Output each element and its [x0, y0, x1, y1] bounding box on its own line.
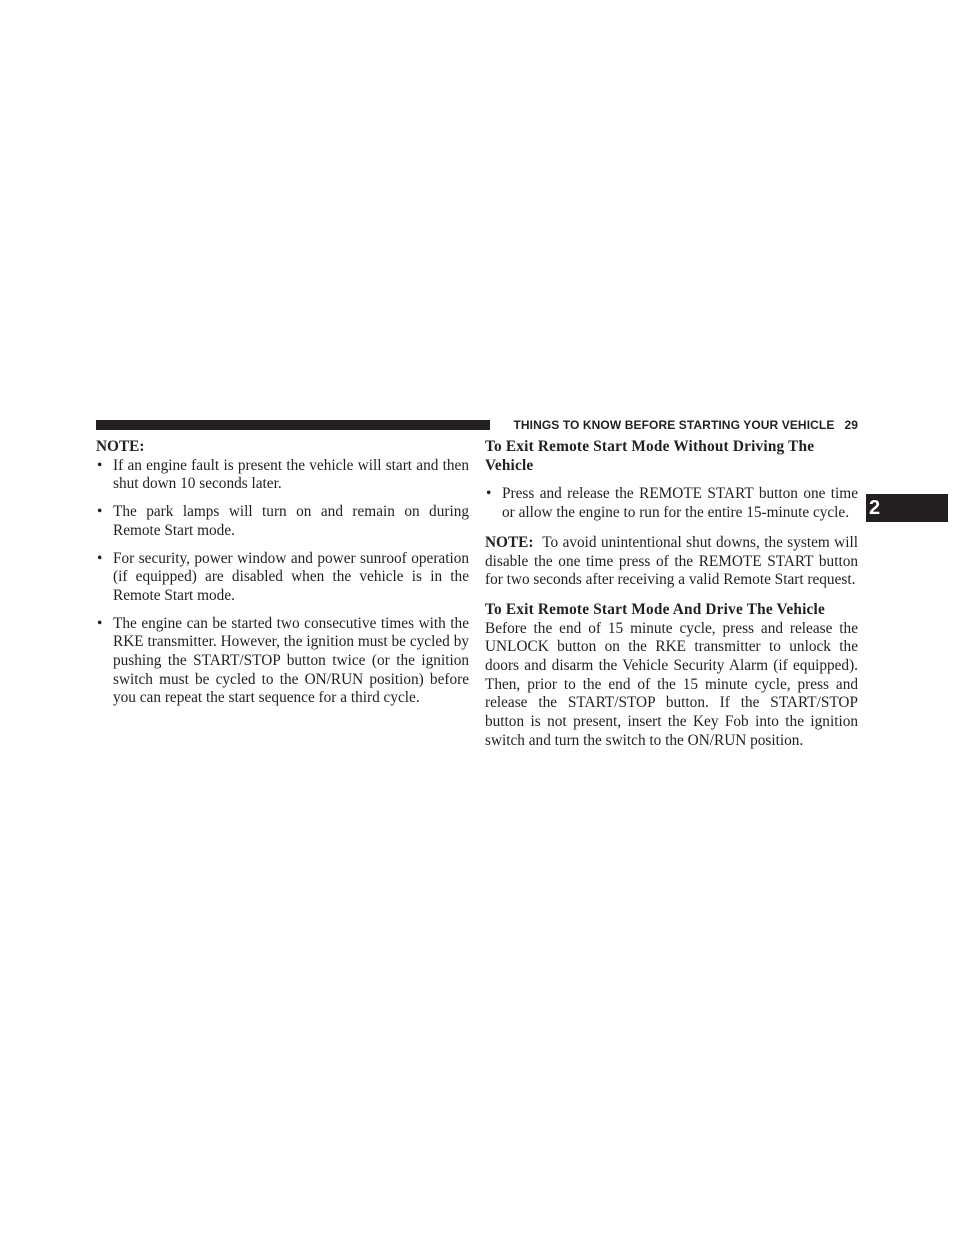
right-column [485, 438, 858, 751]
list-item: • The park lamps will turn on and remain on during Remote Start mode. [96, 503, 469, 540]
note-text: To avoid unintentional shut downs, the system will disable the one time press of the REMOTE START button for two seconds after receiving a valid Remote Start request. [485, 533, 858, 589]
note-label: NOTE: [96, 438, 145, 455]
note-bullet-list [96, 457, 469, 708]
left-column [96, 438, 469, 708]
note-paragraph [485, 534, 858, 590]
list-item: • If an engine fault is present the vehicle will start and then shut down 10 seconds later. [96, 457, 469, 494]
drive-paragraph: Before the end of 15 minute cycle, press and release the UNLOCK button on the RKE transmitter to unlock the doors and disarm the Vehicle Security Alarm (if equipped). Then, prior to the end of the 15 minute cycle, press and release the START/STOP button. If the START/STOP button is not present, insert the Key Fob into the ignition switch and turn the switch to the ON/RUN position. [485, 619, 858, 749]
heading-exit-without-driving: To Exit Remote Start Mode Without Driving The Vehicle [485, 438, 815, 474]
page-number: 29 [844, 418, 858, 432]
note-label: NOTE: [485, 533, 534, 551]
heading-exit-and-drive: To Exit Remote Start Mode And Drive The Vehicle [485, 600, 825, 618]
list-item: • Press and release the REMOTE START button one time or allow the engine to run for the entire 15-minute cycle. [485, 485, 858, 522]
list-item: • For security, power window and power sunroof operation (if equipped) are disabled when the vehicle is in the Remote Start mode. [96, 550, 469, 606]
section-title: THINGS TO KNOW BEFORE STARTING YOUR VEHICLE [513, 418, 835, 432]
header-rule [96, 420, 490, 430]
chapter-tab: 2 [866, 494, 948, 522]
running-header [498, 416, 858, 434]
list-item: • The engine can be started two consecutive times with the RKE transmitter. However, the ignition must be cycled by pushing the START/STOP button twice (or the ignition switch must be cycled to the ON/RUN position) before you can repeat the start sequence for a third cycle. [96, 615, 469, 709]
exit-bullet-list [485, 485, 858, 522]
